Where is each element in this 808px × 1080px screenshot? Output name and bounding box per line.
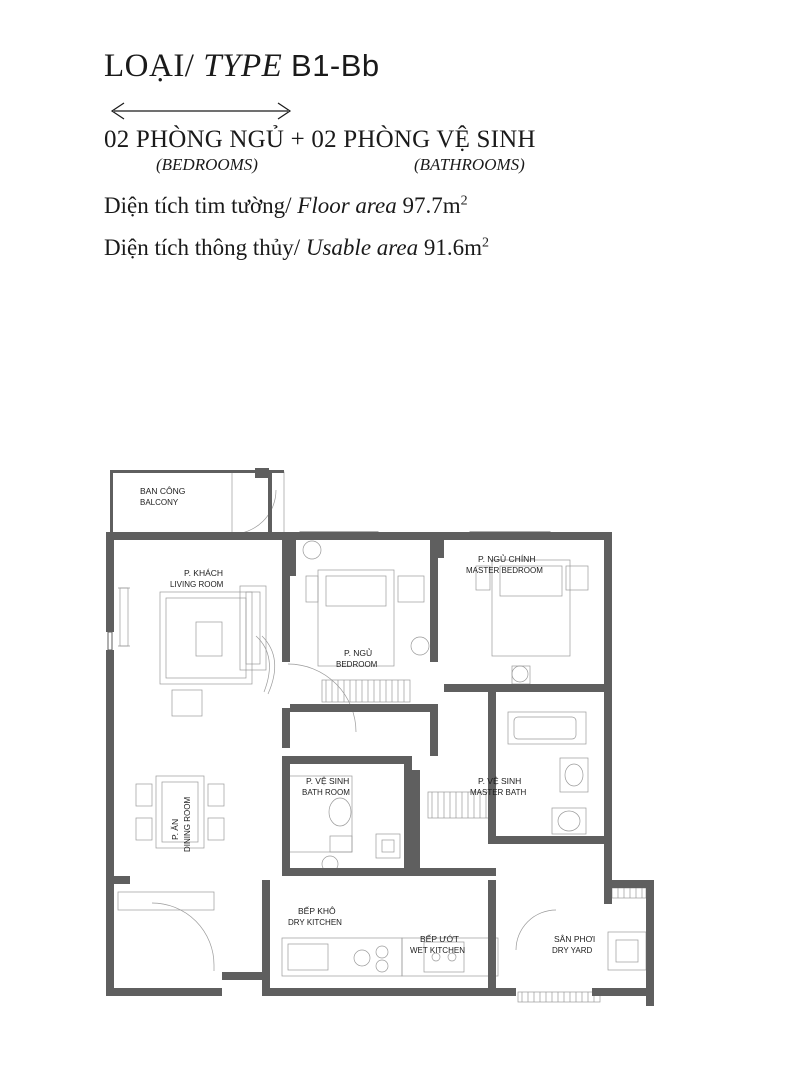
floor-plan [0,440,808,1040]
label-wet-kitchen-vi: BẾP ƯỚT [420,934,459,944]
label-wet-kitchen-en: WET KITCHEN [410,946,465,955]
floor-area-superscript: 2 [460,193,468,209]
bathrooms-sublabel: (BATHROOMS) [414,154,525,174]
bedrooms-sublabel: (BEDROOMS) [156,154,258,174]
label-balcony-en: BALCONY [140,498,179,507]
rooms-summary-sub [104,155,744,177]
label-dry-kitchen-en: DRY KITCHEN [288,918,342,927]
label-dry-yard-vi: SÂN PHƠI [554,934,596,944]
label-living-vi: P. KHÁCH [184,568,224,578]
label-bedroom-vi: P. NGỦ [344,648,373,658]
label-bedroom-en: BEDROOM [336,660,378,669]
floor-plan-drawing [0,440,808,1040]
floor-area-label-vi: Diện tích tim tường/ [104,192,292,218]
room-labels [140,486,595,955]
label-master-bath-vi: P. VỆ SINH [478,776,522,786]
label-bathroom-en: BATH ROOM [302,788,350,797]
label-dining-en: DINING ROOM [183,796,192,852]
usable-area-line [104,235,744,261]
title-vi: LOẠI/ [104,48,195,84]
label-bathroom-vi: P. VỆ SINH [306,776,350,786]
page-title [104,48,744,86]
title-en: TYPE [203,48,283,84]
label-dry-kitchen-vi: BẾP KHÔ [298,906,336,916]
usable-area-label-en: Usable area [305,234,419,260]
rooms-summary: 02 PHÒNG NGỦ + 02 PHÒNG VỆ SINH [104,125,536,153]
label-living-en: LIVING ROOM [170,580,224,589]
header-block [104,48,744,261]
label-dining-vi: P. ĂN [170,818,180,840]
floor-area-label-en: Floor area [297,192,397,218]
label-master-bed-en: MASTER BEDROOM [466,566,543,575]
usable-area-label-vi: Diện tích thông thủy/ [104,234,301,260]
label-balcony-vi: BAN CÔNG [140,486,186,496]
label-master-bed-vi: P. NGỦ CHÍNH [478,554,536,564]
usable-area-superscript: 2 [481,235,489,251]
title-code: B1-Bb [291,48,380,83]
floor-area-value: 97.7m [402,192,461,218]
label-master-bath-en: MASTER BATH [470,788,527,797]
double-arrow-icon [106,98,296,124]
usable-area-value: 91.6m [423,234,482,260]
label-dry-yard-en: DRY YARD [552,946,593,955]
floor-area-line [104,193,744,219]
